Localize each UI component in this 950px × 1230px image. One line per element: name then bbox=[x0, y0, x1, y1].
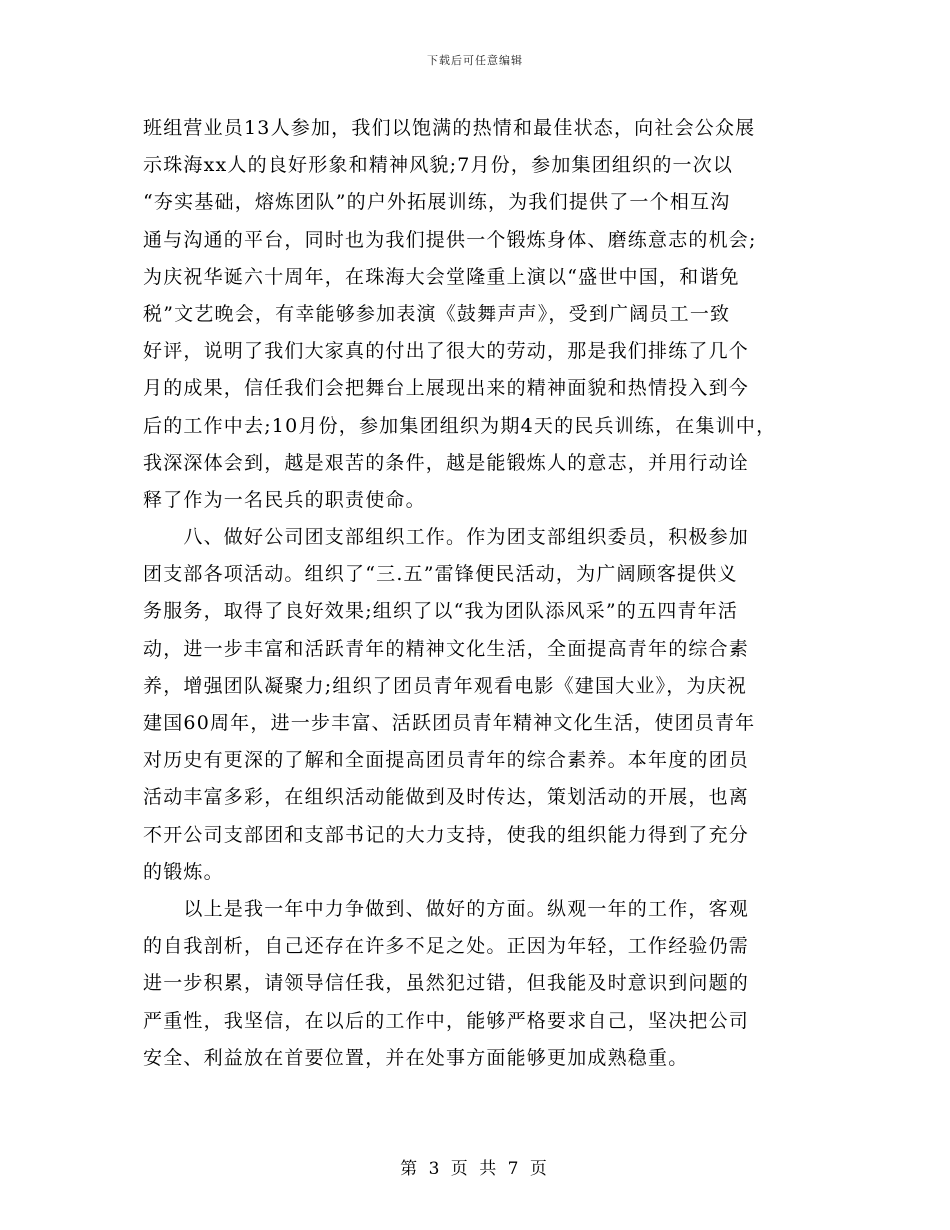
text-line: 班组营业员13人参加，我们以饱满的热情和最佳状态，向社会公众展 bbox=[143, 117, 756, 139]
text-line: 我深深体会到，越是艰苦的条件，越是能锻炼人的意志，并用行动诠 bbox=[143, 451, 750, 474]
text-line: 后的工作中去;10月份，参加集团组织为期4天的民兵训练，在集训中， bbox=[143, 414, 777, 437]
text-line: 为庆祝华诞六十周年，在珠海大会堂隆重上演以“盛世中国，和谐免 bbox=[143, 265, 740, 288]
text-line: 务服务，取得了良好效果;组织了以“我为团队添风采”的五四青年活 bbox=[143, 600, 739, 623]
header-note: 下载后可任意编辑 bbox=[427, 54, 523, 67]
text-line: 以上是我一年中力争做到、做好的方面。纵观一年的工作，客观 bbox=[143, 897, 750, 920]
text-line: 示珠海xx人的良好形象和精神风貌;7月份，参加集团组织的一次以 bbox=[143, 154, 734, 177]
document-body bbox=[143, 110, 833, 1077]
text-line: 养，增强团队凝聚力;组织了团员青年观看电影《建国大业》，为庆祝 bbox=[143, 674, 748, 697]
text-line: 安全、利益放在首要位置，并在处事方面能够更加成熟稳重。 bbox=[143, 1046, 689, 1069]
text-line: 释了作为一名民兵的职责使命。 bbox=[143, 488, 426, 511]
text-line: 对历史有更深的了解和全面提高团员青年的综合素养。本年度的团员 bbox=[143, 749, 750, 772]
paragraph-3 bbox=[143, 891, 833, 1077]
text-line: 不开公司支部团和支部书记的大力支持，使我的组织能力得到了充分 bbox=[143, 823, 750, 846]
text-line: 通与沟通的平台，同时也为我们提供一个锻炼身体、磨练意志的机会; bbox=[143, 228, 757, 251]
text-line: 活动丰富多彩，在组织活动能做到及时传达，策划活动的开展，也离 bbox=[143, 786, 750, 809]
text-line: 严重性，我坚信，在以后的工作中，能够严格要求自己，坚决把公司 bbox=[143, 1009, 750, 1032]
text-line: 团支部各项活动。组织了“三.五”雷锋便民活动，为广阔顾客提供义 bbox=[143, 563, 738, 586]
paragraph-1 bbox=[143, 110, 833, 519]
text-line: 的自我剖析，自己还存在许多不足之处。正因为年轻，工作经验仍需 bbox=[143, 935, 750, 958]
text-line: 动，进一步丰富和活跃青年的精神文化生活，全面提高青年的综合素 bbox=[143, 637, 750, 660]
text-line: 的锻炼。 bbox=[143, 860, 224, 883]
page-number: 第 3 页 共 7 页 bbox=[400, 1159, 550, 1179]
text-line: 月的成果，信任我们会把舞台上展现出来的精神面貌和热情投入到今 bbox=[143, 377, 750, 400]
text-line: 好评，说明了我们大家真的付出了很大的劳动，那是我们排练了几个 bbox=[143, 340, 750, 363]
text-line: 进一步积累，请领导信任我，虽然犯过错，但我能及时意识到问题的 bbox=[143, 972, 750, 995]
text-line: 建国60周年，进一步丰富、活跃团员青年精神文化生活，使团员青年 bbox=[143, 712, 756, 734]
paragraph-2 bbox=[143, 519, 833, 891]
text-line: 八、做好公司团支部组织工作。作为团支部组织委员，积极参加 bbox=[143, 526, 750, 549]
text-line: “夯实基础，熔炼团队”的户外拓展训练，为我们提供了一个相互沟 bbox=[143, 191, 731, 214]
text-line: 税”文艺晚会，有幸能够参加表演《鼓舞声声》，受到广阔员工一致 bbox=[143, 302, 731, 325]
